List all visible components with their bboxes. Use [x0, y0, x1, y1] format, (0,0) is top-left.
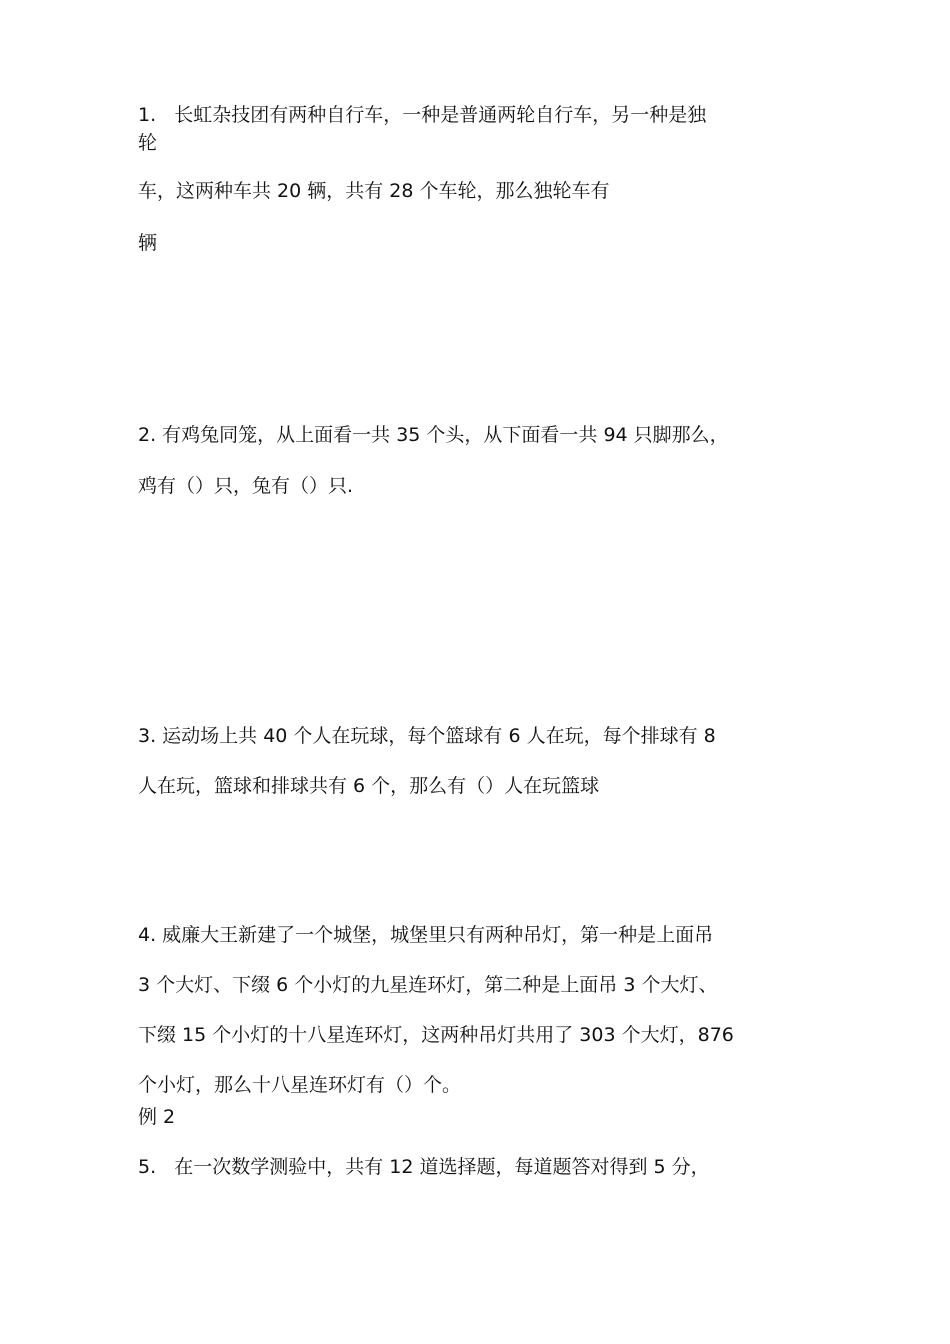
- question-1-line-3: 车，这两种车共 20 辆，共有 28 个车轮，那么独轮车有: [138, 180, 610, 202]
- question-4-line-2: 3 个大灯、下缀 6 个小灯的九星连环灯，第二种是上面吊 3 个大灯、: [138, 974, 718, 996]
- question-4-line-1: 4. 威廉大王新建了一个城堡，城堡里只有两种吊灯，第一种是上面吊: [138, 924, 714, 946]
- question-2-line-2: 鸡有（）只，兔有（）只.: [138, 475, 354, 497]
- question-5-line-1: 5. 在一次数学测验中，共有 12 道选择题，每道题答对得到 5 分，: [138, 1156, 710, 1178]
- question-4-line-4: 个小灯，那么十八星连环灯有（）个。: [138, 1074, 462, 1096]
- question-3-line-1: 3. 运动场上共 40 个人在玩球，每个篮球有 6 人在玩，每个排球有 8: [138, 725, 716, 747]
- question-3-line-2: 人在玩，篮球和排球共有 6 个，那么有（）人在玩篮球: [138, 775, 600, 797]
- question-4-line-3: 下缀 15 个小灯的十八星连环灯，这两种吊灯共用了 303 个大灯，876: [138, 1024, 734, 1046]
- question-1-line-4: 辆: [138, 232, 158, 254]
- example-label: 例 2: [138, 1106, 176, 1128]
- question-1-line-2: 轮: [138, 132, 158, 154]
- question-1-line-1: 1. 长虹杂技团有两种自行车，一种是普通两轮自行车，另一种是独: [138, 104, 707, 126]
- question-2-line-1: 2. 有鸡兔同笼，从上面看一共 35 个头，从下面看一共 94 只脚那么，: [138, 424, 729, 446]
